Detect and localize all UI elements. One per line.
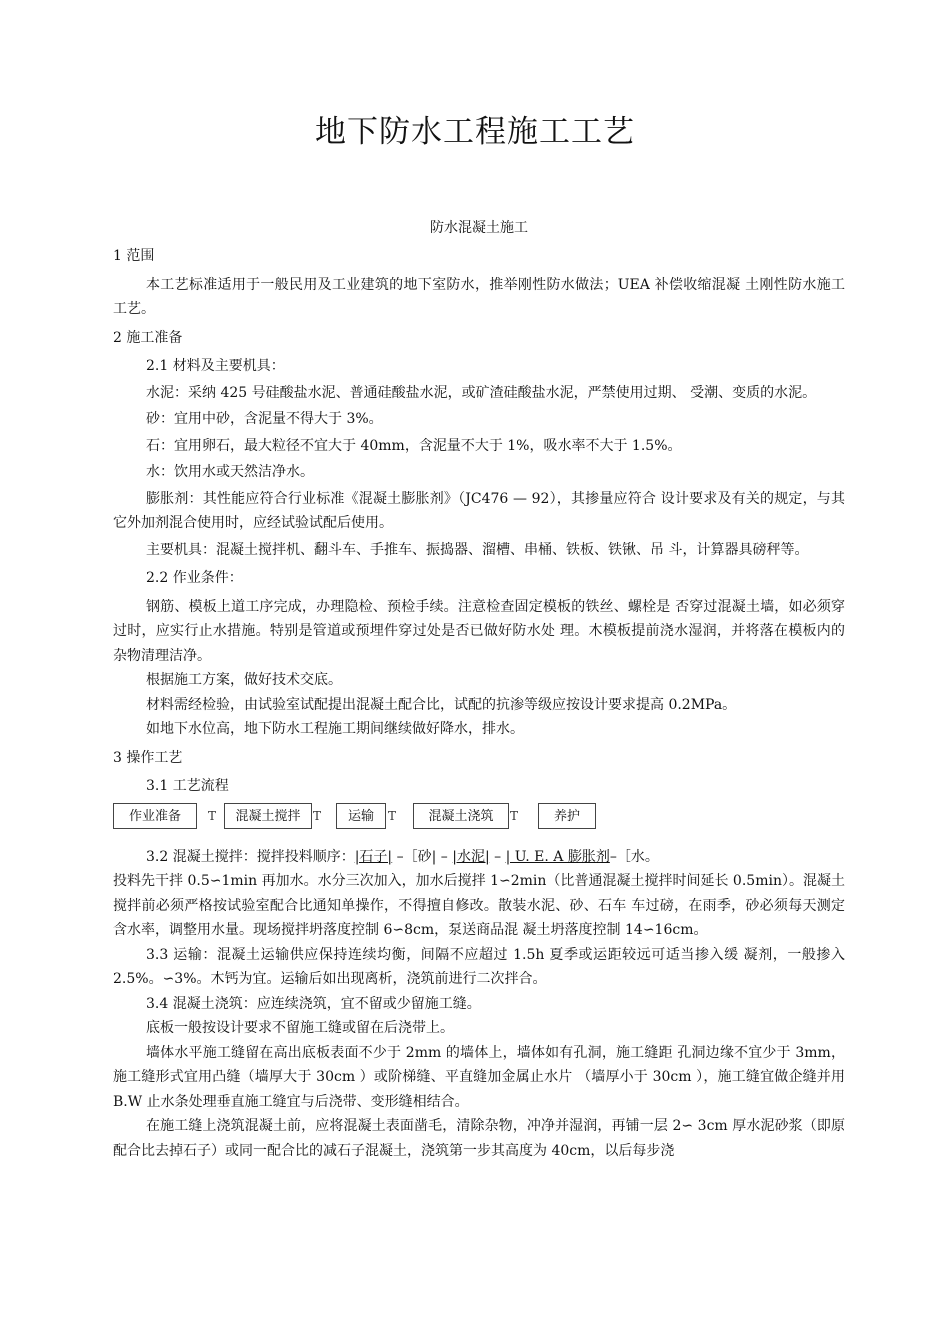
section-2-1-heading: 2.1 材料及主要机具： bbox=[146, 358, 285, 374]
sequence-separator-1: – bbox=[436, 848, 453, 865]
water-paragraph: 水：饮用水或天然洁净水。 bbox=[146, 464, 314, 480]
section-2-2-heading: 2.2 作业条件： bbox=[146, 570, 243, 586]
pouring-paragraph-4: 在施工缝上浇筑混凝土前，应将混凝土表面凿毛，清除杂物，冲净并湿润，再铺一层 2∽ 3cm 厚水泥砂浆（即原配合比去掉石子）或同一配合比的减石子混凝土，浇筑第一步其高度为 40cm，以后每步浇 bbox=[113, 1118, 845, 1159]
flow-step-mixing: 混凝土搅拌 bbox=[224, 803, 312, 829]
section-3-1-heading: 3.1 工艺流程 bbox=[146, 778, 229, 794]
stone-paragraph: 石：宜用卵石，最大粒径不宜大于 40mm，含泥量不大于 1%，吸水率不大于 1.5%。 bbox=[146, 437, 682, 454]
flow-step-curing: 养护 bbox=[538, 803, 596, 829]
flow-arrow-4: T bbox=[510, 808, 519, 823]
conditions-paragraph-1: 钢筋、模板上道工序完成，办理隐检、预检手续。注意检查固定模板的铁丝、螺栓是 否穿过混凝土墙，如必须穿过时，应实行止水措施。特别是管道或预埋件穿过处是否已做好防水处 理。木模板提前浇水湿润，并将落在模板内的杂物清理洁净。 bbox=[113, 598, 845, 664]
mixing-sequence-prefix: 3.2 混凝土搅拌：搅拌投料顺序： bbox=[146, 848, 355, 865]
flow-arrow-2: T bbox=[313, 808, 322, 823]
conditions-paragraph-2: 根据施工方案，做好技术交底。 bbox=[146, 672, 342, 688]
cement-paragraph: 水泥：采纳 425 号硅酸盐水泥、普通硅酸盐水泥，或矿渣硅酸盐水泥，严禁使用过期、 受潮、变质的水泥。 bbox=[146, 384, 817, 401]
conditions-paragraph-4: 如地下水位高，地下防水工程施工期间继续做好降水，排水。 bbox=[146, 721, 524, 737]
transport-paragraph: 3.3 运输：混凝土运输供应保持连续均衡，间隔不应超过 1.5h 夏季或运距较远可适当掺入缓 凝剂，一般掺入 2.5%。∽3%。木钙为宜。运输后如出现离析，浇筑前进行二次拌合。 bbox=[113, 946, 845, 987]
pouring-paragraph-1: 3.4 混凝土浇筑：应连续浇筑，宜不留或少留施工缝。 bbox=[146, 995, 481, 1012]
sequence-stone: |石子| bbox=[354, 848, 393, 865]
sequence-water: –［水。 bbox=[609, 848, 659, 865]
section-1-heading: 1 范围 bbox=[113, 248, 155, 264]
pouring-paragraph-3: 墙体水平施工缝留在高出底板表面不少于 2mm 的墙体上，墙体如有孔洞，施工缝距 孔洞边缘不宜少于 3mm，施工缝形式宜用凸缝（墙厚大于 30cm ）或阶梯缝、平直缝加金属止水片 （墙厚小于 30cm ），施工缝宜做企缝并用 B.W 止水条处理垂直施工缝宜与后浇带、变形缝相结合。 bbox=[113, 1044, 845, 1110]
document-subtitle: 防水混凝土施工 bbox=[430, 220, 528, 236]
sequence-sand: –［砂| bbox=[392, 848, 437, 865]
conditions-paragraph-3: 材料需经检验，由试验室试配提出混凝土配合比，试配的抗渗等级应按设计要求提高 0.2MPa。 bbox=[146, 696, 737, 713]
sequence-uea-agent: | U. E. A 膨胀剂 bbox=[505, 848, 610, 865]
flow-step-pouring: 混凝土浇筑 bbox=[413, 803, 509, 829]
mixing-sequence-line bbox=[113, 845, 845, 870]
pouring-paragraph-2: 底板一般按设计要求不留施工缝或留在后浇带上。 bbox=[146, 1020, 454, 1036]
document-title: 地下防水工程施工工艺 bbox=[315, 114, 635, 150]
sequence-separator-2: – bbox=[489, 848, 506, 865]
expansion-agent-paragraph: 膨胀剂：其性能应符合行业标准《混凝土膨胀剂》（JC476 — 92），其掺量应符合 设计要求及有关的规定，与其它外加剂混合使用时，应经试验试配后使用。 bbox=[113, 490, 845, 531]
flow-step-prepare: 作业准备 bbox=[113, 803, 197, 829]
sequence-cement: |水泥| bbox=[452, 848, 490, 865]
section-2-heading: 2 施工准备 bbox=[113, 329, 183, 346]
document-body bbox=[113, 244, 845, 1163]
flow-arrow-1: T bbox=[208, 808, 217, 823]
flow-step-transport: 运输 bbox=[336, 803, 386, 829]
mixing-paragraph: 投料先干拌 0.5∽1min 再加水。水分三次加入，加水后搅拌 1∽2min（比普通混凝土搅拌时间延长 0.5min）。混凝土搅拌前必须严格按试验室配合比通知单操作，不得擅自修改。散装水泥、砂、石车 车过磅，在雨季，砂必须每天测定含水率，调整用水量。现场搅拌坍落度控制 6∽8cm，泵送商品混 凝土坍落度控制 14∽16cm。 bbox=[113, 873, 845, 938]
process-flow bbox=[113, 801, 845, 845]
flow-arrow-3: T bbox=[388, 808, 397, 823]
sand-paragraph: 砂：宜用中砂，含泥量不得大于 3%。 bbox=[146, 411, 383, 427]
section-1-paragraph: 本工艺标准适用于一般民用及工业建筑的地下室防水，推举刚性防水做法；UEA 补偿收缩混凝 土刚性防水施工工艺。 bbox=[113, 276, 845, 317]
section-3-heading: 3 操作工艺 bbox=[113, 749, 183, 766]
tools-paragraph: 主要机具：混凝土搅拌机、翻斗车、手推车、振捣器、溜槽、串桶、铁板、铁锹、吊 斗，计算器具磅秤等。 bbox=[146, 541, 809, 558]
